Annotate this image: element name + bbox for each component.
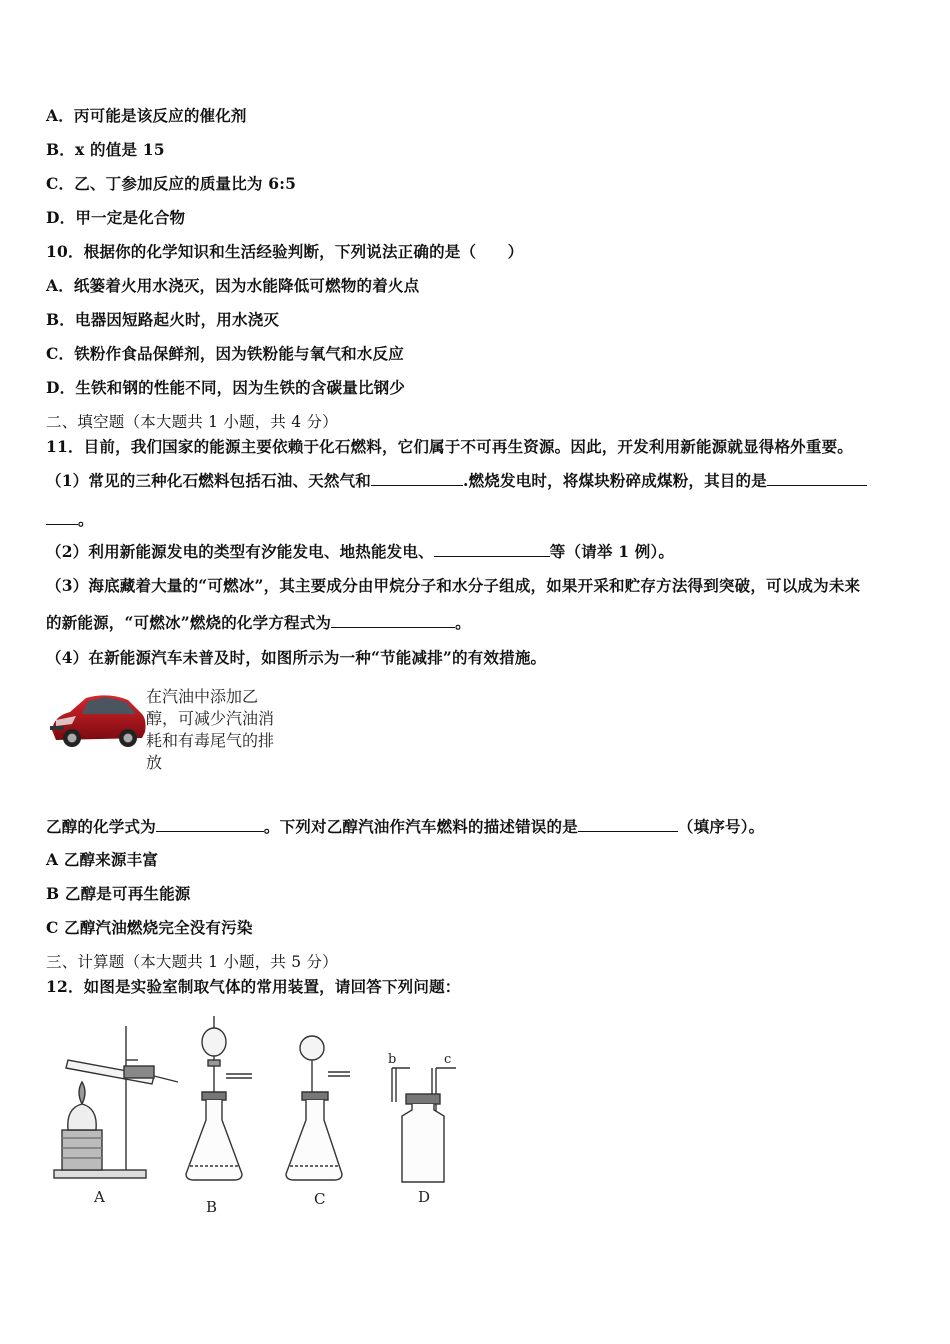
answer-blank[interactable] [331, 613, 455, 628]
q9-option-c: C．乙、丁参加反应的质量比为 6:5 [46, 174, 297, 193]
car-icon [48, 686, 148, 756]
q11-part5-text-c: （填序号）。 [677, 817, 765, 836]
q10-option-c: C．铁粉作食品保鲜剂，因为铁粉能与氧气和水反应 [46, 344, 404, 363]
answer-blank[interactable] [578, 817, 678, 832]
q10-option-b: B．电器因短路起火时，用水浇灭 [46, 310, 280, 329]
apparatus-c [286, 1036, 350, 1180]
q11-part5-text-a: 乙醇的化学式为 [46, 817, 156, 836]
q11-part1 [46, 469, 867, 491]
apparatus-b [186, 1016, 252, 1180]
q11-part4: （4）在新能源汽车未普及时，如图所示为一种“节能减排”的有效措施。 [46, 648, 547, 667]
q9-option-d: D．甲一定是化合物 [46, 208, 186, 227]
q9-option-b: B．x 的值是 15 [46, 140, 165, 159]
section-heading-calculation: 三、计算题（本大题共 1 小题，共 5 分） [46, 953, 338, 971]
q11-part2-text-b: 等（请举 1 例）。 [549, 542, 675, 561]
q11-part3: （3）海底藏着大量的“可燃冰”，其主要成分由甲烷分子和水分子组成，如果开采和贮存方法得到突破，可以成为未来 [46, 576, 861, 595]
q11-part3-cont [46, 611, 471, 633]
q9-option-a: A．丙可能是该反应的催化剂 [46, 106, 247, 125]
answer-blank[interactable] [371, 471, 463, 486]
q11-part3-text-c: 。 [455, 613, 471, 632]
answer-blank[interactable] [46, 510, 78, 525]
apparatus-label-b: B [206, 1198, 218, 1216]
q11-part5-text-b: 。下列对乙醇汽油作汽车燃料的描述错误的是 [263, 817, 578, 836]
q10-stem: 10．根据你的化学知识和生活经验判断，下列说法正确的是（ ） [46, 242, 524, 261]
q12-stem: 12．如图是实验室制取气体的常用装置，请回答下列问题： [46, 977, 461, 996]
q11-part5 [46, 815, 764, 837]
apparatus-d [392, 1068, 456, 1182]
q10-option-a: A．纸篓着火用水浇灭，因为水能降低可燃物的着火点 [46, 276, 420, 295]
port-label-b: b [388, 1052, 397, 1067]
apparatus-label-d: D [418, 1188, 431, 1206]
q11-stem: 11．目前，我们国家的能源主要依赖于化石燃料，它们属于不可再生资源。因此，开发利用新能源就显得格外重要。 [46, 437, 853, 456]
q11-part3-text-b: 的新能源，“可燃冰”燃烧的化学方程式为 [46, 613, 332, 632]
q11-option-a: A 乙醇来源丰富 [46, 850, 159, 869]
q11-part2-text-a: （2）利用新能源发电的类型有汐能发电、地热能发电、 [46, 542, 434, 561]
q11-part1-cont [46, 508, 94, 530]
q11-part1-text-b: .燃烧发电时，将煤块粉碎成煤粉，其目的是 [463, 471, 767, 490]
apparatus-label-c: C [314, 1190, 326, 1208]
port-label-c: c [444, 1052, 452, 1067]
apparatus-a [54, 1026, 178, 1178]
q11-option-b: B 乙醇是可再生能源 [46, 884, 191, 903]
q11-part1-text-a: （1）常见的三种化石燃料包括石油、天然气和 [46, 471, 371, 490]
answer-blank[interactable] [434, 542, 550, 557]
q10-option-d: D．生铁和钢的性能不同，因为生铁的含碳量比钢少 [46, 378, 406, 397]
answer-blank[interactable] [767, 471, 867, 486]
answer-blank[interactable] [156, 817, 264, 832]
q11-option-c: C 乙醇汽油燃烧完全没有污染 [46, 918, 253, 937]
apparatus-label-a: A [94, 1188, 105, 1206]
car-caption: 在汽油中添加乙醇，可减少汽油消耗和有毒尾气的排放 [146, 687, 275, 772]
section-heading-fill-blank: 二、填空题（本大题共 1 小题，共 4 分） [46, 413, 338, 431]
q11-part1-text-c: 。 [78, 510, 94, 529]
lab-apparatus-figure [46, 1012, 486, 1222]
q11-part2 [46, 540, 674, 562]
